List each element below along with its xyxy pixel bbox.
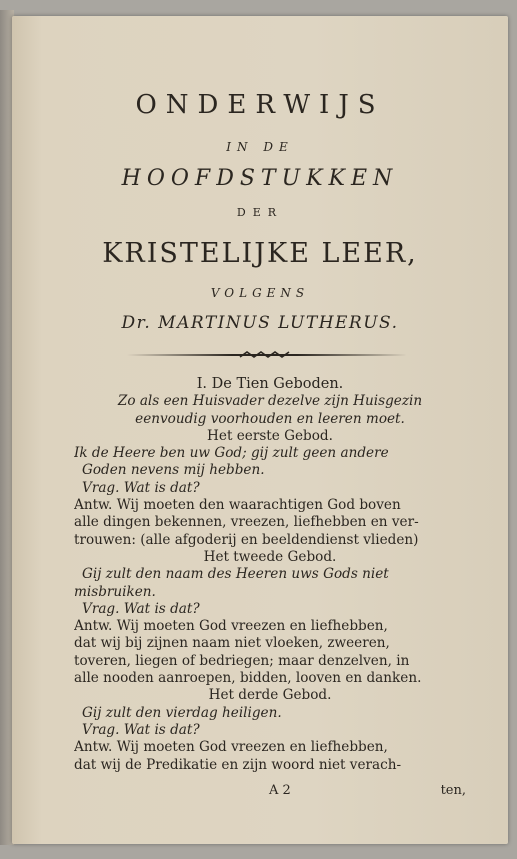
text-line: Vrag. Wat is dat? [82,479,200,496]
text-line: dat wij bij zijnen naam niet vloeken, zweeren, [74,635,390,652]
text-line: Antw. Wij moeten den waarachtigen God boven [74,497,401,514]
text-line: Het derde Gebod. [208,687,332,704]
title-volgens: VOLGENS [210,286,310,300]
text-line: eenvoudig voorhouden en leeren moet. [135,410,405,427]
text-line: Antw. Wij moeten God vreezen en liefhebben, [74,618,388,635]
title-onderwijs: ONDERWIJS [135,90,385,120]
text-line: Vrag. Wat is dat? [82,600,200,617]
text-line: Ik de Heere ben uw God; gij zult geen andere [74,445,389,462]
title-der: DER [236,206,284,219]
title-in-de: IN DE [226,140,294,154]
text-line: Gij zult den naam des Heeren uws Gods niet [82,566,389,583]
catchword: ten, [440,783,466,798]
signature-mark: A 2 [269,783,291,798]
text-line: misbruiken. [74,583,156,600]
text-body [74,376,466,774]
text-line: I. De Tien Geboden. [196,376,344,392]
text-line: Het eerste Gebod. [207,427,333,444]
text-line: Het tweede Gebod. [203,548,337,565]
text-line: trouwen: (alle afgoderij en beeldendienst vlieden) [74,531,419,548]
ornamental-rule [122,350,407,360]
title-kristelijke-leer: KRISTELIJKE LEER, [102,238,418,269]
text-line: Vrag. Wat is dat? [82,721,200,738]
page-footer [74,783,466,803]
title-hoofdstukken: HOOFDSTUKKEN [121,166,399,191]
book-page [12,16,508,844]
text-line: toveren, liegen of bedriegen; maar denzelven, in [74,652,410,669]
title-author: Dr. MARTINUS LUTHERUS. [121,313,399,333]
text-line: Goden nevens mij hebben. [82,462,265,479]
text-line: Zo als een Huisvader dezelve zijn Huisgezin [117,393,423,410]
text-line: dat wij de Predikatie en zijn woord niet verach- [74,756,402,773]
text-line: alle dingen bekennen, vreezen, liefhebben en ver- [74,514,419,531]
text-line: alle nooden aanroepen, bidden, looven en danken. [74,670,422,687]
text-line: Antw. Wij moeten God vreezen en liefhebben, [74,739,388,756]
text-line: Gij zult den vierdag heiligen. [82,704,282,721]
